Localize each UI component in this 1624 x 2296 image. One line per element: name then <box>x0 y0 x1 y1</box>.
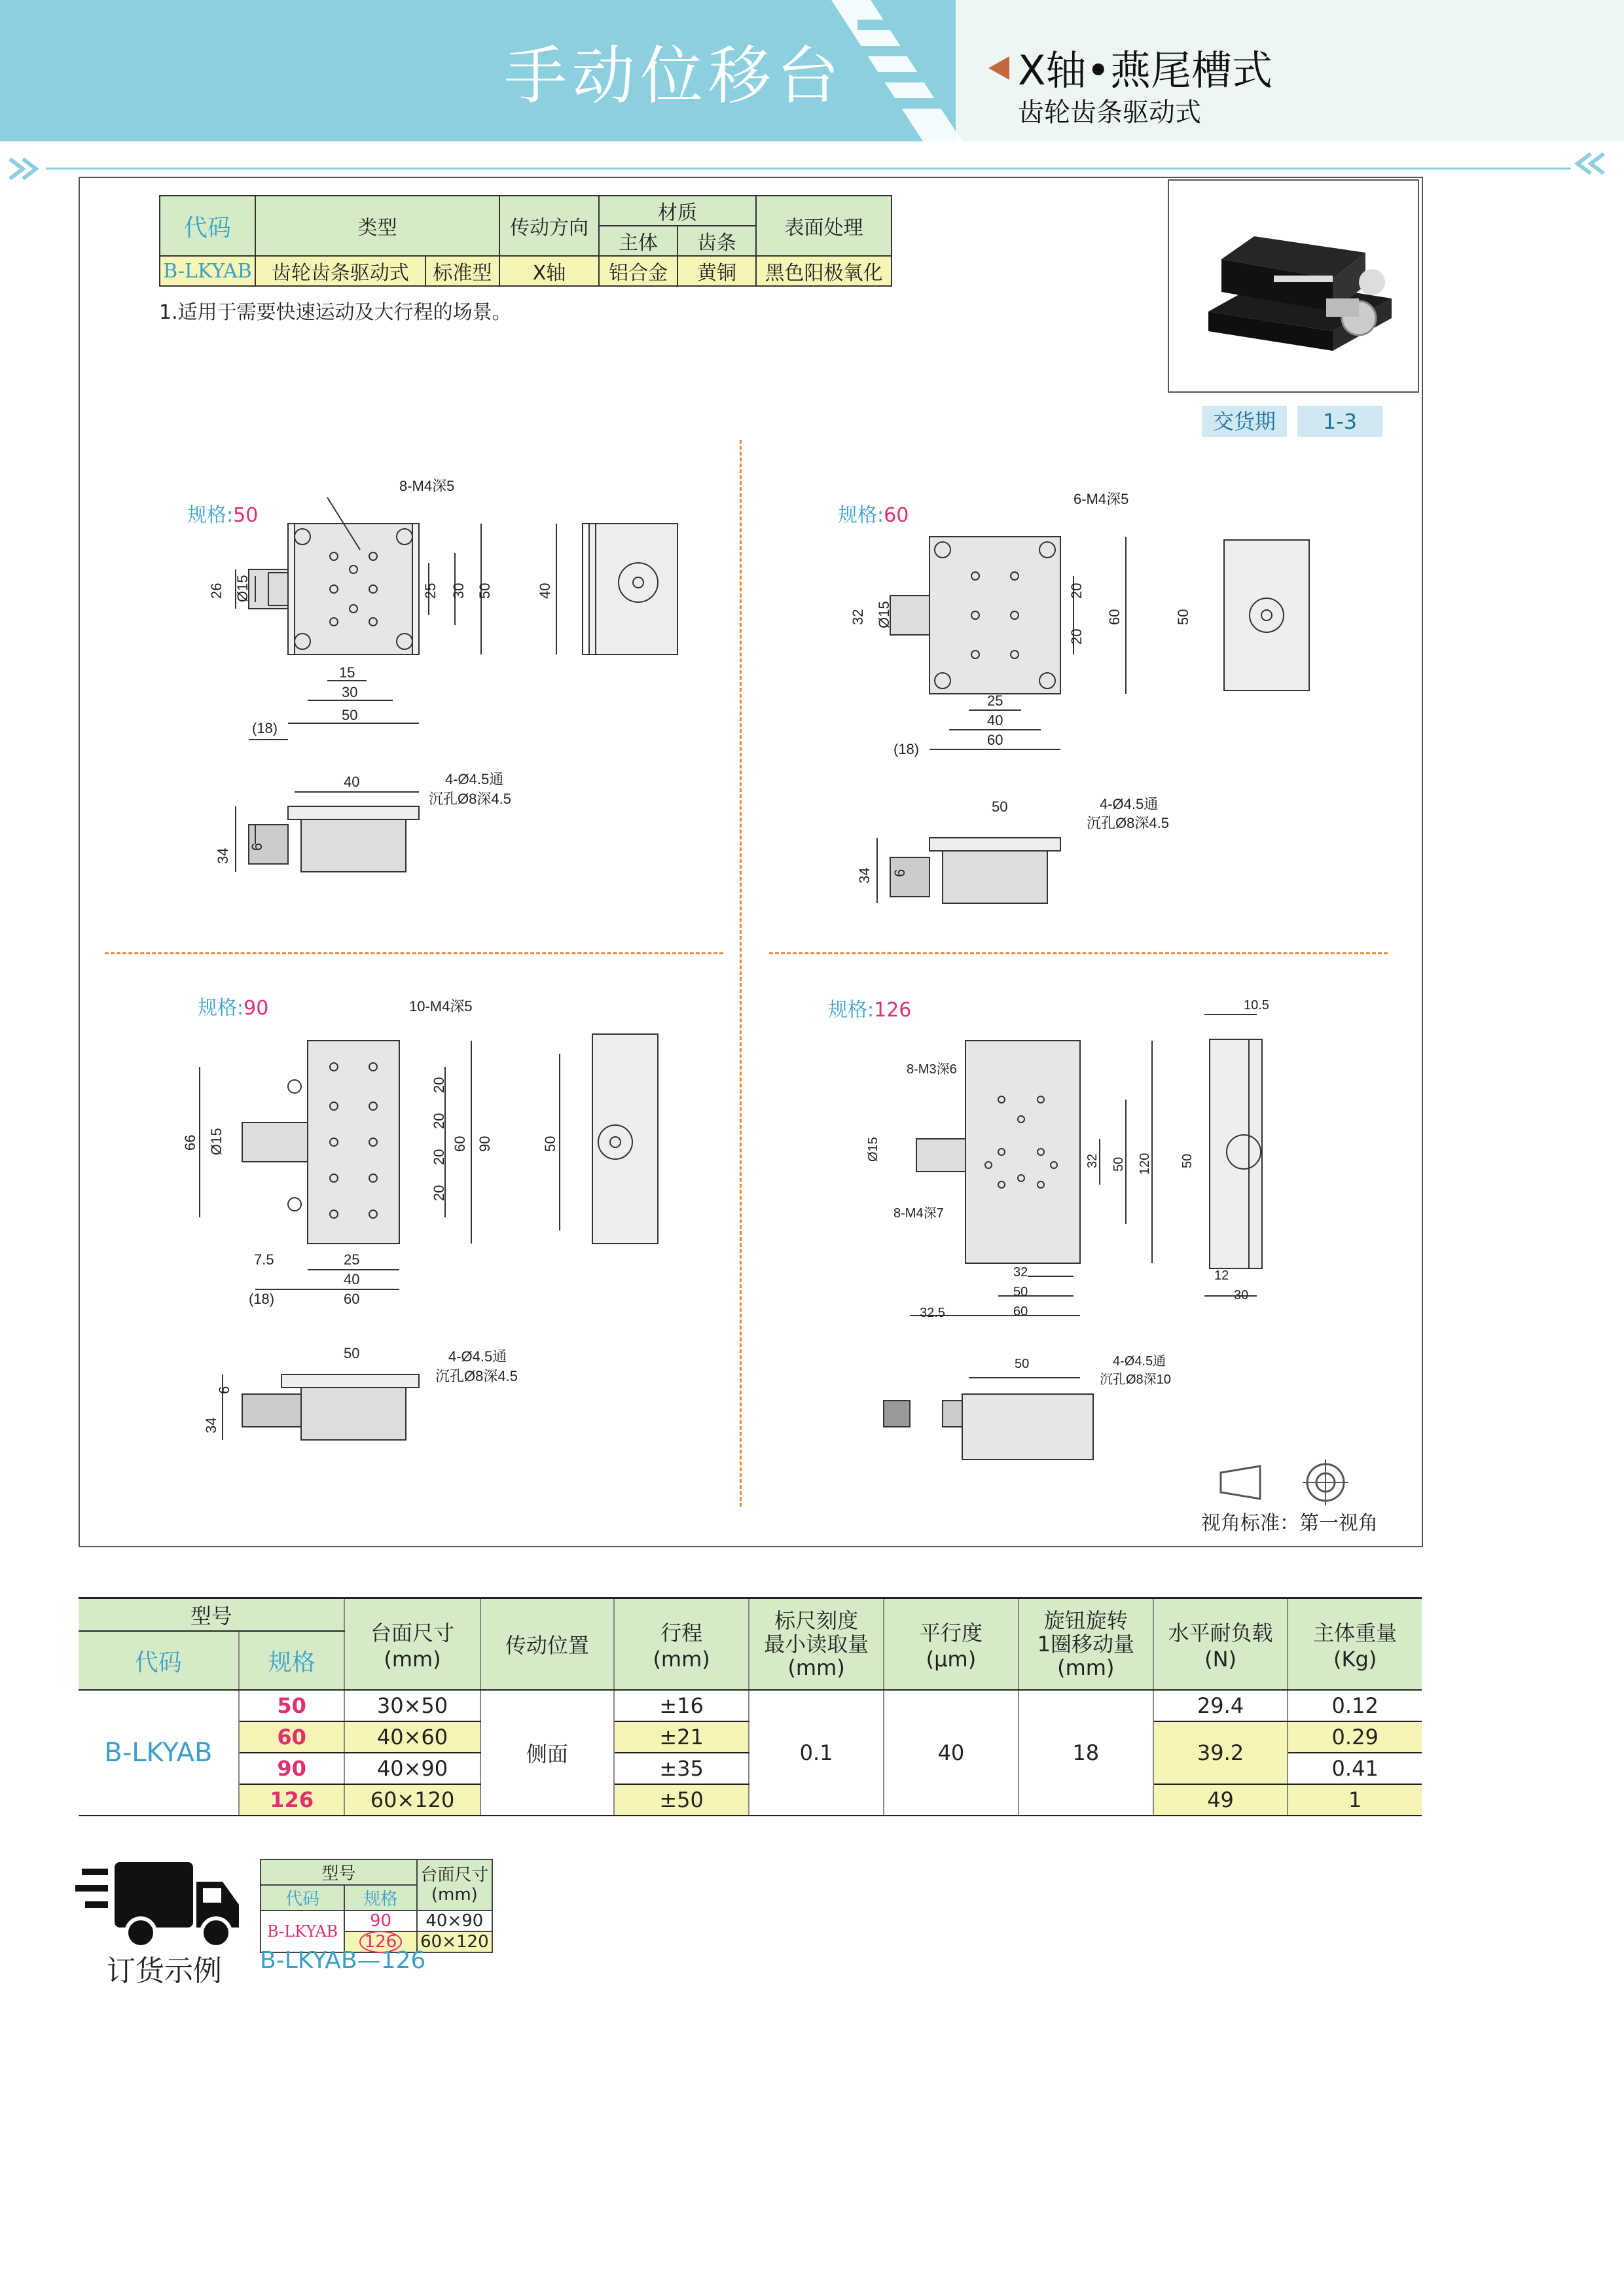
d60-dim-15: Ø15 <box>876 601 892 628</box>
d90-dim-18: (18) <box>249 1291 275 1307</box>
d126-cbore: 沉孔Ø8深10 <box>1100 1372 1171 1387</box>
d126-hole2: 8-M4深7 <box>893 1206 944 1221</box>
header-divider <box>46 168 1571 170</box>
pt-stroke-60: ±21 <box>614 1721 749 1753</box>
d90-side-h: 34 <box>203 1417 219 1433</box>
d126-dim-32b: 32 <box>1013 1265 1028 1280</box>
product-stage-image <box>1169 181 1418 391</box>
d90-dim-40: 40 <box>344 1271 360 1287</box>
d60-dim-20a: 20 <box>1068 583 1085 599</box>
spec-label-50: 规格:50 <box>187 504 259 527</box>
pt-h-spec: 规格 <box>239 1631 345 1690</box>
d60-side-w: 50 <box>992 798 1008 815</box>
d60-side-h: 34 <box>856 867 873 884</box>
pt-weight-126: 1 <box>1288 1784 1422 1816</box>
d60-dim-20b: 20 <box>1068 628 1085 645</box>
spec-table <box>159 195 892 287</box>
header-stripes-icon <box>831 0 975 141</box>
d50-dim-25: 25 <box>422 583 439 599</box>
pt-stroke-126: ±50 <box>614 1784 749 1816</box>
drawing-60 <box>812 484 1348 916</box>
pt-position: 侧面 <box>480 1690 615 1816</box>
d126-through: 4-Ø4.5通 <box>1113 1354 1166 1369</box>
d50-dim-50b: 50 <box>342 707 358 723</box>
spec-label-60: 规格:60 <box>838 504 909 527</box>
d90-dim-15: Ø15 <box>208 1128 225 1155</box>
ot-model: 型号 <box>261 1859 417 1885</box>
truck-icon <box>75 1856 245 1954</box>
d126-dim-15: Ø15 <box>866 1137 880 1162</box>
th-code: 代码 <box>183 214 231 242</box>
d50-dim-30b: 30 <box>342 684 358 700</box>
d90-dim-66: 66 <box>182 1134 198 1151</box>
pt-weight-60: 0.29 <box>1288 1721 1422 1753</box>
d60-dim-18: (18) <box>893 741 920 757</box>
d90-dim-20d: 20 <box>431 1185 447 1201</box>
ot-spec-126: 126 <box>344 1931 416 1952</box>
divider-horizontal-right <box>769 952 1388 954</box>
d126-dim-50: 50 <box>1111 1157 1126 1172</box>
d50-side-h: 34 <box>215 848 231 864</box>
ot-size-126: 60×120 <box>417 1931 492 1952</box>
d90-side-w: 50 <box>344 1345 360 1361</box>
order-table: 型号 台面尺寸 (mm) 代码 规格 B-LKYAB 90 40×90 126 60×120 <box>260 1859 493 1953</box>
d60-dim-25: 25 <box>987 692 1003 709</box>
d126-dim-120: 120 <box>1138 1153 1152 1175</box>
ot-spec: 规格 <box>344 1885 416 1910</box>
chevron-left-icon <box>1568 151 1607 177</box>
pt-load-50: 29.4 <box>1153 1690 1288 1721</box>
d60-hole: 6-M4深5 <box>1074 491 1129 507</box>
d126-dim-50b: 50 <box>1013 1285 1028 1299</box>
row-type2: 标准型 <box>425 256 499 286</box>
d50-cbore: 沉孔Ø8深4.5 <box>429 791 511 807</box>
d90-dim-25: 25 <box>344 1251 360 1268</box>
d126-dim-32: 32 <box>1085 1153 1100 1168</box>
ot-size-90: 40×90 <box>417 1910 492 1931</box>
spec-label-90: 规格:90 <box>198 997 269 1020</box>
pt-weight-50: 0.12 <box>1288 1690 1422 1721</box>
d60-dim-40: 40 <box>987 712 1003 728</box>
d90-dim-60: 60 <box>452 1136 468 1152</box>
row-surface: 黑色阳极氧化 <box>756 256 892 286</box>
ot-code: 代码 <box>261 1885 344 1910</box>
pt-size-50: 30×50 <box>344 1690 480 1721</box>
d126-hole: 8-M3深6 <box>907 1062 957 1077</box>
th-direction: 传动方向 <box>499 196 599 256</box>
pt-knob: 18 <box>1019 1690 1153 1816</box>
d60-dim-60b: 60 <box>987 732 1003 748</box>
pt-load-126: 49 <box>1153 1784 1288 1816</box>
d90-dim-20b: 20 <box>431 1113 447 1129</box>
page-subtitle-2: 齿轮齿条驱动式 <box>1018 98 1201 128</box>
delivery-label: 交货期 <box>1202 406 1287 437</box>
d90-through: 4-Ø4.5通 <box>448 1348 507 1365</box>
d50-side-w: 40 <box>344 774 360 790</box>
d90-dim-20c: 20 <box>431 1149 447 1165</box>
page-subtitle: X轴•燕尾槽式 <box>1018 46 1273 94</box>
d50-dim-50: 50 <box>477 583 493 599</box>
order-example-label: 订货示例 <box>107 1954 222 1988</box>
delivery-value: 1-3 <box>1297 406 1382 437</box>
d90-dim-20a: 20 <box>431 1077 447 1093</box>
d90-dim-60b: 60 <box>344 1291 360 1307</box>
d126-side-w: 50 <box>1015 1357 1030 1371</box>
th-surface: 表面处理 <box>756 196 892 256</box>
pt-h-code: 代码 <box>79 1631 239 1690</box>
row-body: 铝合金 <box>599 256 677 286</box>
d90-dim-50: 50 <box>542 1136 558 1152</box>
d60-side-h2: 6 <box>892 869 908 877</box>
d50-dim-26: 26 <box>208 583 225 599</box>
d60-dim-50: 50 <box>1175 609 1191 625</box>
pt-code: B-LKYAB <box>79 1690 239 1816</box>
pt-stroke-50: ±16 <box>614 1690 749 1721</box>
pt-spec-50: 50 <box>239 1690 345 1721</box>
d126-dim-30: 30 <box>1234 1288 1249 1302</box>
projection-symbol-icon <box>1214 1460 1358 1505</box>
row-direction: X轴 <box>499 256 599 286</box>
d60-through: 4-Ø4.5通 <box>1100 796 1159 812</box>
d126-dim-60: 60 <box>1013 1304 1028 1319</box>
pt-h-model: 型号 <box>79 1598 344 1632</box>
th-material: 材质 <box>599 196 756 226</box>
view-standard: 视角标准：第一视角 <box>1201 1512 1378 1535</box>
pt-h-pos: 传动位置 <box>480 1598 615 1691</box>
product-photo <box>1168 179 1419 393</box>
ot-code-val: B-LKYAB <box>261 1910 344 1952</box>
pt-size-126: 60×120 <box>344 1784 480 1816</box>
ot-spec-90: 90 <box>344 1910 416 1931</box>
parameter-table: 型号 台面尺寸 (mm) 传动位置 行程 (mm) 标尺刻度 最小读取量 (mm) 平行度 (μm) 旋钮旋转 1圈移动量 (mm) 水平耐负载 (N) 主体重量 (Kg) 代码 规格 B-LKYAB 50 30×50 侧面 ±16 0.1 40 18 29.4 0.12 60 40×60 ±21 39.2 0.29 90 40×90 ±35 0.41 126 60×120 ±50 49 1 <box>79 1597 1422 1816</box>
d126-dim-50c: 50 <box>1180 1153 1195 1168</box>
d50-dim-15: Ø15 <box>234 575 251 602</box>
d50-through: 4-Ø4.5通 <box>445 771 504 787</box>
pt-size-60: 40×60 <box>344 1721 480 1753</box>
row-type1: 齿轮齿条驱动式 <box>255 256 425 286</box>
th-mat-rack: 齿条 <box>677 226 756 256</box>
d50-side-h2: 6 <box>249 842 265 851</box>
pt-size-90: 40×90 <box>344 1753 480 1784</box>
usage-note: 1.适用于需要快速运动及大行程的场景。 <box>159 301 512 324</box>
d50-dim-15b: 15 <box>339 664 355 681</box>
drawing-126 <box>812 988 1348 1512</box>
d60-cbore: 沉孔Ø8深4.5 <box>1087 815 1169 831</box>
spec-label-126: 规格:126 <box>828 999 912 1022</box>
d60-dim-60: 60 <box>1106 609 1123 625</box>
d126-dim-32-5: 32.5 <box>920 1306 945 1320</box>
d50-dim-40: 40 <box>537 583 553 599</box>
d90-dim-7-5: 7.5 <box>254 1251 274 1268</box>
drawing-50 <box>164 471 700 877</box>
th-type: 类型 <box>255 196 499 256</box>
d50-hole: 8-M4深5 <box>399 478 455 494</box>
d60-dim-32: 32 <box>850 609 866 625</box>
pt-weight-90: 0.41 <box>1288 1753 1422 1784</box>
page-title: 手动位移台 <box>504 39 844 113</box>
chevron-right-icon <box>7 156 46 182</box>
divider-horizontal-left <box>105 952 723 954</box>
d90-dim-90: 90 <box>477 1136 493 1152</box>
arrow-left-icon <box>988 56 1009 80</box>
divider-vertical <box>740 440 742 1507</box>
pt-load-60: 39.2 <box>1153 1721 1288 1784</box>
pt-stroke-90: ±35 <box>614 1753 749 1784</box>
order-example-code: B-LKYAB—126 <box>260 1947 426 1974</box>
drawing-90 <box>177 982 713 1479</box>
d90-hole: 10-M4深5 <box>409 998 473 1014</box>
d50-dim-18: (18) <box>252 720 278 736</box>
th-mat-body: 主体 <box>599 226 677 256</box>
d126-dim-10-5: 10.5 <box>1244 998 1269 1013</box>
d90-side-h2: 6 <box>216 1386 232 1394</box>
pt-spec-60: 60 <box>239 1721 345 1753</box>
row-code: B-LKYAB <box>163 259 252 283</box>
row-rack: 黄铜 <box>677 256 756 286</box>
pt-spec-126: 126 <box>239 1784 345 1816</box>
d50-dim-30: 30 <box>450 583 467 599</box>
pt-parallel: 40 <box>884 1690 1019 1816</box>
pt-spec-90: 90 <box>239 1753 345 1784</box>
pt-scale: 0.1 <box>749 1690 884 1816</box>
d90-cbore: 沉孔Ø8深4.5 <box>435 1368 518 1384</box>
d126-dim-12: 12 <box>1214 1268 1229 1283</box>
